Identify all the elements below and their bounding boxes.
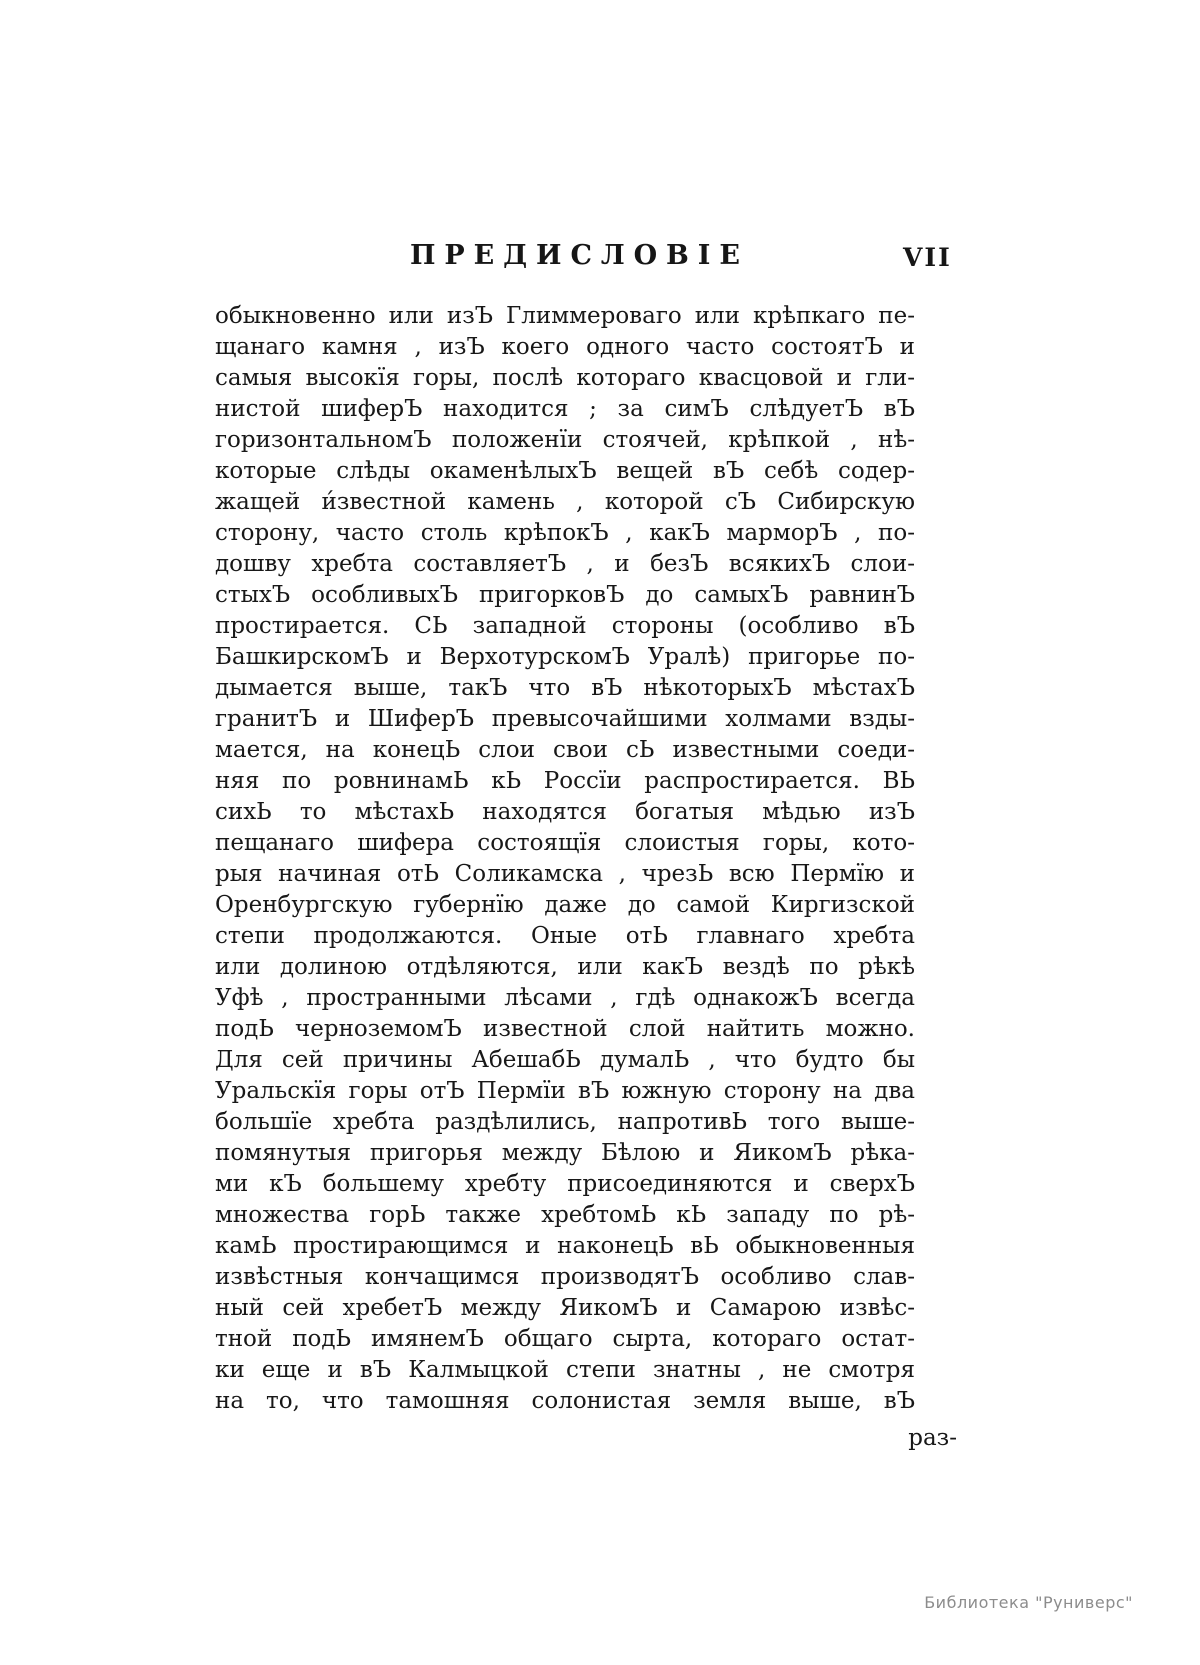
text-line: сихЬ то мѣстахЬ находятся богатыя мѣдью изЪ xyxy=(215,799,915,825)
text-line: камЬ простирающимся и наконецЬ вЬ обыкновенныя xyxy=(215,1233,915,1259)
text-line: пещанаго шифера состоящїя слоистыя горы, кото- xyxy=(215,830,915,856)
text-line: Оренбургскую губернїю даже до самой Киргизской xyxy=(215,892,915,918)
text-line: обыкновенно или изЪ Глиммероваго или крѣпкаго пе- xyxy=(215,303,915,329)
text-line: Уральскїя горы отЪ Пермїи вЪ южную сторону на два xyxy=(215,1078,915,1104)
text-line: помянутыя пригорья между Бѣлою и ЯикомЪ рѣка- xyxy=(215,1140,915,1166)
text-line: дымается выше, такЪ что вЪ нѣкоторыхЪ мѣстахЪ xyxy=(215,675,915,701)
text-line: извѣстныя кончащимся производятЪ особливо слав- xyxy=(215,1264,915,1290)
text-line: рыя начиная отЬ Соликамска , чрезЬ всю Пермїю и xyxy=(215,861,915,887)
text-line: сторону, часто столь крѣпокЪ , какЪ марморЪ , по- xyxy=(215,520,915,546)
text-line: степи продолжаются. Оные отЬ главнаго хребта xyxy=(215,923,915,949)
text-line: дошву хребта составляетЪ , и безЪ всякихЪ слои- xyxy=(215,551,915,577)
text-line: тной подЬ имянемЪ общаго сырта, котораго остат- xyxy=(215,1326,915,1352)
text-line: нистой шиферЪ находится ; за симЪ слѣдуетЪ вЪ xyxy=(215,396,915,422)
text-line: мается, на конецЬ слои свои сЬ известными соеди- xyxy=(215,737,915,763)
page-number: VII xyxy=(903,243,952,272)
text-line: жащей и́звестной камень , которой сЪ Сибирскую xyxy=(215,489,915,515)
text-line: Для сей причины АбешабЬ думалЬ , что будто бы xyxy=(215,1047,915,1073)
text-line: которые слѣды окаменѣлыхЪ вещей вЪ себѣ содер- xyxy=(215,458,915,484)
text-line: большїе хребта раздѣлились, напротивЬ того выше- xyxy=(215,1109,915,1135)
text-line: простирается. СЬ западной стороны (особливо вЪ xyxy=(215,613,915,639)
catchword: раз- xyxy=(908,1425,957,1451)
text-line: стыхЪ особливыхЪ пригорковЪ до самыхЪ равнинЪ xyxy=(215,582,915,608)
text-line: няя по ровнинамЬ кЬ Россїи распростирается. ВЬ xyxy=(215,768,915,794)
text-line: щанаго камня , изЪ коего одного часто состоятЪ и xyxy=(215,334,915,360)
text-line: Уфѣ , пространными лѣсами , гдѣ однакожЪ всегда xyxy=(215,985,915,1011)
text-line: подЬ черноземомЪ известной слой найтить можно. xyxy=(215,1016,915,1042)
text-line: ный сей хребетЪ между ЯикомЪ и Самарою извѣс- xyxy=(215,1295,915,1321)
text-line: ки еще и вЪ Калмыцкой степи знатны , не смотря xyxy=(215,1357,915,1383)
body-text xyxy=(215,301,915,1417)
text-line: БашкирскомЪ и ВерхотурскомЪ Уралѣ) пригорье по- xyxy=(215,644,915,670)
library-watermark: Библиотека "Руниверс" xyxy=(924,1593,1133,1612)
text-line: горизонтальномЪ положенїи стоячей, крѣпкой , нѣ- xyxy=(215,427,915,453)
text-line: множества горЬ также хребтомЬ кЬ западу по рѣ- xyxy=(215,1202,915,1228)
page-header-title: ПРЕДИСЛОВІЕ xyxy=(410,240,749,271)
text-line: ми кЪ большему хребту присоединяются и сверхЪ xyxy=(215,1171,915,1197)
text-line: гранитЪ и ШиферЪ превысочайшими холмами взды- xyxy=(215,706,915,732)
text-line: или долиною отдѣляются, или какЪ вездѣ по рѣкѣ xyxy=(215,954,915,980)
text-line: на то, что тамошняя солонистая земля выше, вЪ xyxy=(215,1388,915,1414)
text-line: самыя высокїя горы, послѣ котораго квасцовой и гли- xyxy=(215,365,915,391)
